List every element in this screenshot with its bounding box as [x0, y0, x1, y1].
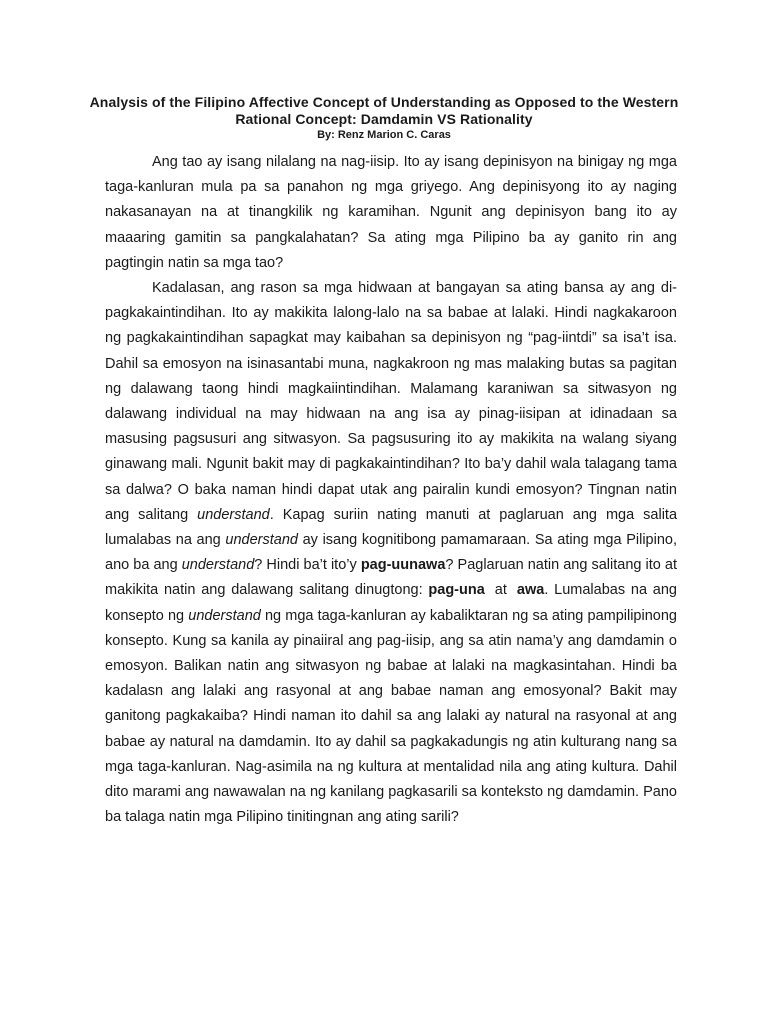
term-pag-uunawa: pag-uunawa — [360, 557, 446, 574]
paragraph-2-text-3: ay isang kognitibong pamamaraan. Sa ating mga Pilipino, ano ba ang — [105, 532, 677, 574]
term-pag-una: pag-una — [428, 582, 485, 599]
document-body — [105, 150, 677, 830]
paragraph-2-text-6: . Lumalabas na ang konsepto ng — [105, 582, 677, 624]
paragraph-2-text-5: ? Paglaruan natin ang salitang ito at makikita natin ang dalawang salitang dinugtong: — [105, 557, 677, 599]
paragraph-1: Ang tao ay isang nilalang na nag-iisip. Ito ay isang depinisyon na binigay ng mga taga-kanluran mula pa sa panahon ng mga griyego. Ang depinisyong ito ay naging nakasanayan na at tinangkilik ng karamihan. Ngunit ang depinisyon bang ito ay maaaring gamitin sa pangkalahatan? Sa ating mga Pilipino ba ay ganito rin ang pagtingin natin sa mga tao? — [105, 154, 677, 271]
word-at: at — [494, 582, 507, 599]
document-title: Analysis of the Filipino Affective Concept of Understanding as Opposed to the Western Rational Concept: Damdamin VS Rationality — [89, 94, 679, 127]
paragraph-2-text-2: . Kapag suriin nating manuti at paglaruan ang mga salita lumalabas na ang — [105, 506, 678, 549]
term-understand: understand — [181, 557, 255, 574]
paragraph-2-text-7: ng mga taga-kanluran ay kabaliktaran ng sa ating pampilipinong konsepto. Kung sa kanila ay pinaiiral ang pag-iisip, ang sa atin nama’y ang damdamin o emosyon. Balikan natin ang sitwasyon ng babae at lalaki na magkasintahan. Hindi ba kadalasn ang lalaki ang rasyonal at ang babae naman ang emosyonal? Bakit may ganitong pagkakaiba? Hindi naman ito dahil sa ang lalaki ay natural na rasyonal at ang babae ay natural na damdamin. Ito ay dahil sa pagkakadungis ng atin kulturang nang sa mga taga-kanluran. Nag-asimila na ng kultura at mentalidad nila ang ating kultura. Dahil dito marami ang nawawalan na ng kanilang pagkasarili sa konteksto ng damdamin. Pano ba talaga natin mga Pilipino tinitingnan ang ating sarili? — [105, 607, 677, 826]
paragraph-2-text-4: ? Hindi ba’t ito’y — [254, 557, 361, 574]
term-understand: understand — [225, 532, 298, 549]
paragraph-2-text-1: Kadalasan, ang rason sa mga hidwaan at bangayan sa ating bansa ay ang di-pagkakaintindihan. Ito ay makikita lalong-lalo na sa babae at lalaki. Hindi nagkakaroon ng pagkakaintindihan sapagkat may kaibahan sa depinisyon ng “pag-iintdi” sa isa’t isa. Dahil sa emosyon na isinasantabi muna, nagkakroon ng mas malaking butas sa pagitan ng dalawang taong hindi magkaiintindihan. Malamang karaniwan sa sitwasyon ng dalawang individual na may hidwaan na ang isa ay pinag-iisipan at idinadaan sa masusing pagsusuri ang sitwasyon. Sa pagsusuring ito ay makikita na walang siyang ginawang mali. Ngunit bakit may di pagkakaintindihan? Ito ba’y dahil wala talagang tama sa dalwa? O baka naman hindi dapat utak ang pairalin kundi emosyon? Tingnan natin ang salitang — [105, 280, 677, 523]
term-awa: awa — [516, 582, 545, 599]
paragraph-2 — [105, 276, 677, 830]
term-understand: understand — [197, 506, 270, 523]
author-byline: By: Renz Marion C. Caras — [317, 129, 451, 141]
term-understand: understand — [188, 607, 261, 624]
title-block — [60, 94, 708, 142]
